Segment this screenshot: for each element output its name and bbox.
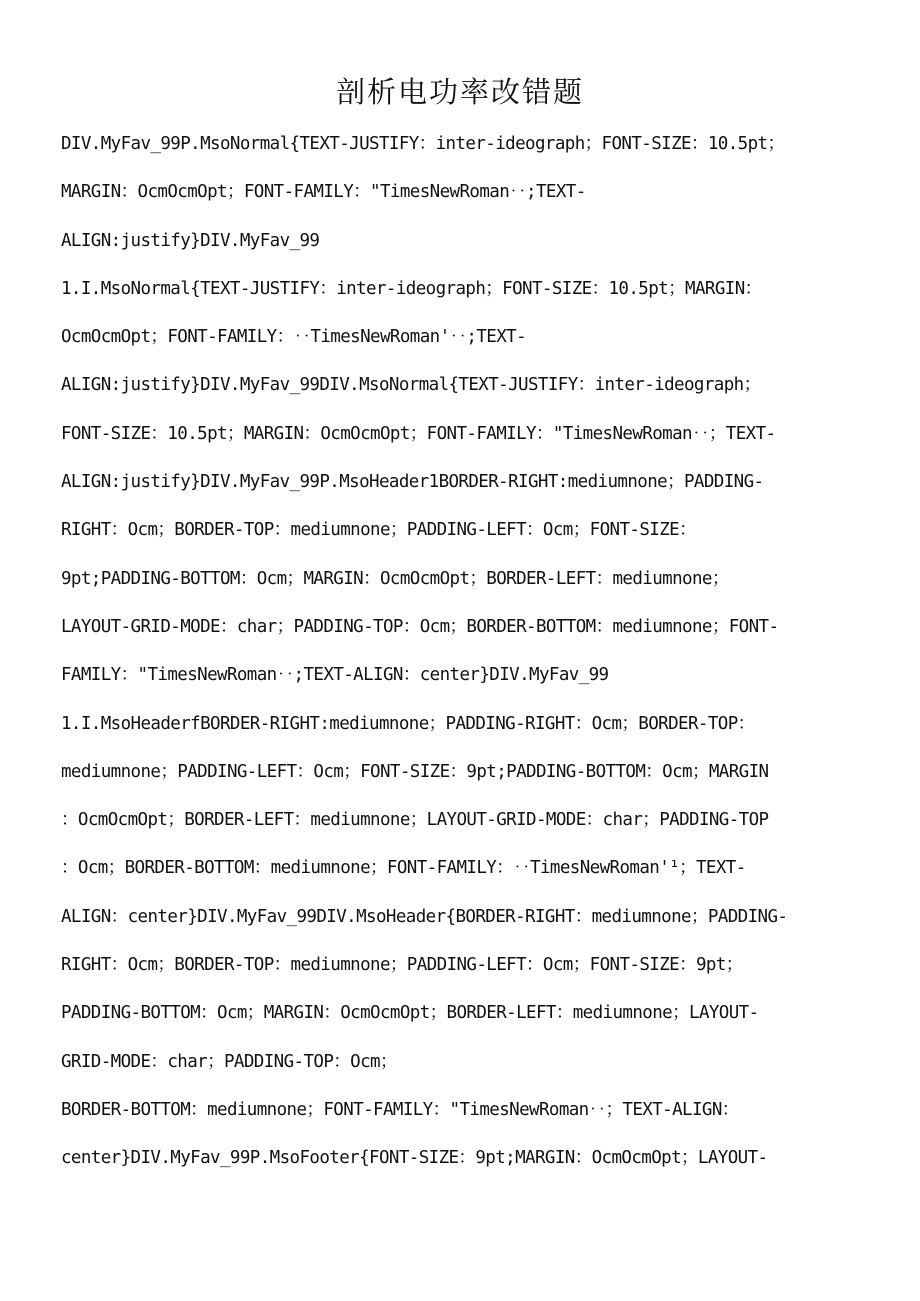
body-line: ：Ocm；BORDER-BOTTOM：mediumnone；FONT-FAMILY：‥TimesNewRoman'¹；TEXT- bbox=[61, 858, 746, 879]
body-line: ：OcmOcmOpt；BORDER-LEFT：mediumnone；LAYOUT-GRID-MODE：char；PADDING-TOP bbox=[61, 810, 769, 831]
body-line: PADDING-BOTTOM：Ocm；MARGIN：OcmOcmOpt；BORDER-LEFT：mediumnone；LAYOUT- bbox=[61, 1003, 759, 1024]
body-line: FONT-SIZE：10.5pt；MARGIN：OcmOcmOpt；FONT-FAMILY："TimesNewRoman‥；TEXT- bbox=[61, 423, 776, 444]
document-body bbox=[61, 120, 871, 1183]
body-line: 1.I.MsoHeaderfBORDER-RIGHT:mediumnone；PADDING-RIGHT：Ocm；BORDER-TOP： bbox=[61, 713, 755, 734]
body-line: OcmOcmOpt；FONT-FAMILY：‥TimesNewRoman'‥;TEXT- bbox=[61, 327, 527, 348]
document-title: 剖析电功率改错题 bbox=[335, 75, 584, 109]
body-line: GRID-MODE：char；PADDING-TOP：Ocm； bbox=[61, 1051, 397, 1072]
body-line: BORDER-BOTTOM：mediumnone；FONT-FAMILY："TimesNewRoman‥；TEXT-ALIGN： bbox=[61, 1099, 739, 1120]
body-line: ALIGN:justify}DIV.MyFav_99 bbox=[61, 230, 320, 251]
body-line: mediumnone；PADDING-LEFT：Ocm；FONT-SIZE：9pt;PADDING-BOTTOM：Ocm；MARGIN bbox=[61, 761, 769, 782]
body-line: ALIGN:justify}DIV.MyFav_99DIV.MsoNormal{TEXT-JUSTIFY：inter-ideograph； bbox=[61, 375, 761, 396]
body-line: RIGHT：Ocm；BORDER-TOP：mediumnone；PADDING-LEFT：Ocm；FONT-SIZE：9pt； bbox=[61, 955, 743, 976]
body-line: MARGIN：OcmOcmOpt；FONT-FAMILY："TimesNewRoman‥;TEXT- bbox=[61, 182, 586, 203]
body-line: 9pt;PADDING-BOTTOM：Ocm；MARGIN：OcmOcmOpt；BORDER-LEFT：mediumnone； bbox=[61, 568, 729, 589]
body-line: FAMILY："TimesNewRoman‥;TEXT-ALIGN：center}DIV.MyFav_99 bbox=[61, 665, 609, 686]
body-line: DIV.MyFav_99P.MsoNormal{TEXT-JUSTIFY：inter-ideograph；FONT-SIZE：10.5pt； bbox=[61, 134, 785, 154]
body-line: center}DIV.MyFav_99P.MsoFooter{FONT-SIZE：9pt;MARGIN：OcmOcmOpt；LAYOUT- bbox=[61, 1148, 768, 1169]
body-line: LAYOUT-GRID-MODE：char；PADDING-TOP：Ocm；BORDER-BOTTOM：mediumnone；FONT- bbox=[61, 616, 779, 637]
body-line: ALIGN:justify}DIV.MyFav_99P.MsoHeader1BORDER-RIGHT:mediumnone；PADDING- bbox=[61, 472, 764, 493]
body-line: ALIGN：center}DIV.MyFav_99DIV.MsoHeader{BORDER-RIGHT：mediumnone；PADDING- bbox=[61, 906, 788, 927]
body-line: 1.I.MsoNormal{TEXT-JUSTIFY：inter-ideograph；FONT-SIZE：10.5pt；MARGIN： bbox=[61, 278, 762, 299]
body-line: RIGHT：Ocm；BORDER-TOP：mediumnone；PADDING-LEFT：Ocm；FONT-SIZE： bbox=[61, 520, 696, 541]
